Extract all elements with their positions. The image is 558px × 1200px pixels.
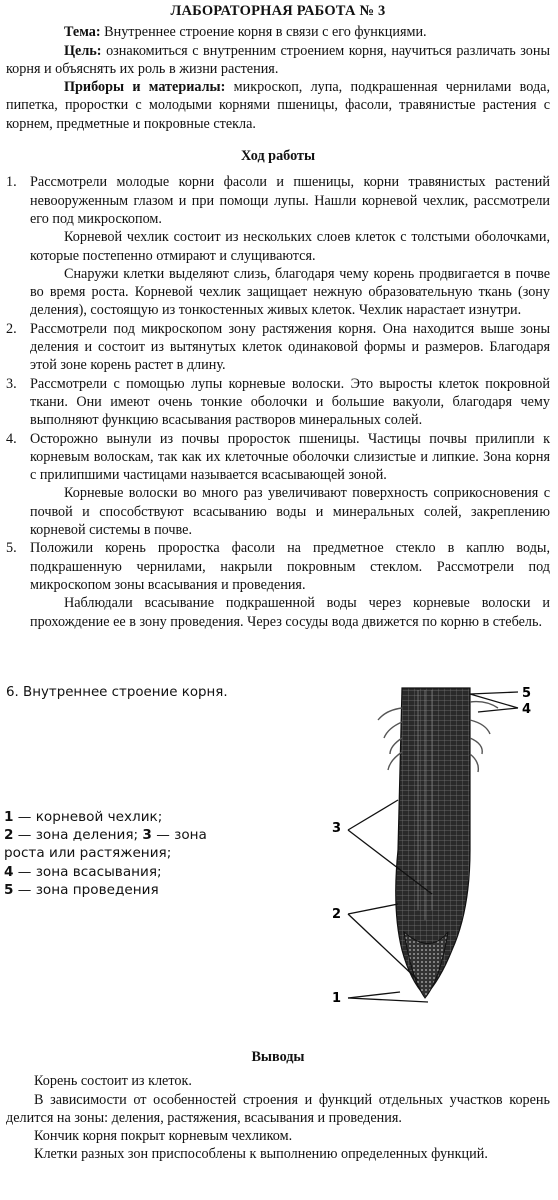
legend-item: 3 — зона роста или растяжения; <box>4 827 207 862</box>
step-item <box>6 430 550 485</box>
figure-label-1: 1 <box>332 991 342 1006</box>
step-item <box>6 173 550 228</box>
step-text: Рассмотрели с помощью лупы корневые волоски. Это выросты клеток покровной ткани. Они имеют очень тонкие оболочки и большие вакуоли, благодаря чему выполняют функцию всасывания растворов минеральных солей. <box>30 375 550 429</box>
step-item <box>6 320 550 375</box>
step-6-heading: 6. Внутреннее строение корня. <box>6 685 228 700</box>
step-text: Рассмотрели под микроскопом зону растяжения корня. Она находится выше зоны деления и состоит из вытянутых клеток одинаковой формы и размеров. Благодаря этой зоне корень растет в длину. <box>30 320 550 374</box>
step-text: Рассмотрели молодые корни фасоли и пшеницы, корни травянистых растений невооруженным глазом и при помощи лупы. Нашли корневой чехлик, рассмотрели его под микроскопом. <box>30 174 550 227</box>
conclusion-item: В зависимости от особенностей строения и функций отдельных участков корень делится на зоны: деления, растяжения, всасывания и проведения. <box>6 1091 550 1126</box>
materials-text: микроскоп, лупа, подкрашенная чернилами вода, пипетка, проростки с молодыми корнями пшеницы, фасоли, травянистые растения с корнем, предметные и покровные стекла. <box>6 79 551 132</box>
goal-label: Цель: <box>64 42 102 59</box>
step-subparagraph: Корневой чехлик состоит из нескольких слоев клеток с толстыми оболочками, которые постепенно отмирают и слущиваются. <box>30 229 550 264</box>
steps-list <box>6 173 550 630</box>
conclusions <box>6 1048 550 1164</box>
step-text: Положили корень проростка фасоли на предметное стекло в каплю воды, подкрашенную чернилами, накрыли покровным стеклом. Рассмотрели под микроскопом зоны всасывания и проведения. <box>30 540 550 593</box>
legend-item: 5 — зона проведения <box>4 881 159 898</box>
step-subparagraph: Наблюдали всасывание подкрашенной воды через корневые волоски и прохождение ее в зону проведения. Через сосуды вода движется по корню в стебель. <box>30 595 550 630</box>
page-title: ЛАБОРАТОРНАЯ РАБОТА № 3 <box>170 3 386 19</box>
materials-label: Приборы и материалы: <box>64 79 226 96</box>
step-subparagraph: Снаружи клетки выделяют слизь, благодаря чему корень продвигается в почве во время роста. Корневой чехлик защищает нежную образовательную ткань (зону деления), состоящую из тонкостенных живых клеток. Чехлик нарастает изнутри. <box>30 265 550 319</box>
topic-paragraph <box>6 23 550 41</box>
step-item <box>6 375 550 430</box>
legend-item: 2 — зона деления; <box>4 827 143 844</box>
conclusion-item: Кончик корня покрыт корневым чехликом. <box>34 1128 293 1145</box>
conclusions-list <box>6 1072 550 1163</box>
figure-label-2: 2 <box>332 907 342 922</box>
step-number: 5. <box>6 540 17 557</box>
root-structure-figure <box>0 680 558 1040</box>
conclusions-title: Выводы <box>251 1049 305 1065</box>
step-number: 2. <box>6 320 17 337</box>
topic-text: Внутреннее строение корня в связи с его функциями. <box>104 24 427 41</box>
section-title: Ход работы <box>240 148 316 165</box>
legend-item: 4 — зона всасывания; <box>4 863 162 880</box>
legend-item: 1 — корневой чехлик; <box>4 809 163 825</box>
figure-label-4: 4 <box>522 702 532 717</box>
goal-text: ознакомиться с внутренним строением корня, научиться различать зоны корня и объяснять их роль в жизни растения. <box>6 42 551 77</box>
conclusion-item: Клетки разных зон приспособлены к выполнению определенных функций. <box>34 1146 488 1163</box>
step-number: 3. <box>6 375 17 392</box>
materials-paragraph <box>6 78 550 133</box>
conclusion-item: Корень состоит из клеток. <box>34 1073 192 1090</box>
step-number: 1. <box>6 174 17 191</box>
topic-label: Тема: <box>64 24 101 41</box>
step-subparagraph: Корневые волоски во много раз увеличивают поверхность соприкосновения с почвой и способствуют всасыванию воды и минеральных солей, закреплению корневой системы в почве. <box>30 485 550 539</box>
step-item <box>6 539 550 594</box>
content <box>0 2 558 631</box>
figure-label-3: 3 <box>332 821 342 836</box>
goal-paragraph <box>6 42 550 79</box>
figure-label-5: 5 <box>522 686 532 701</box>
step-number: 4. <box>6 430 17 447</box>
step-text: Осторожно вынули из почвы проросток пшеницы. Частицы почвы прилипли к корневым волоскам, так как их клеточные оболочки слизистые и липкие. Зона корня с прилипшими частицами называется всасывающей зоной. <box>30 430 550 484</box>
